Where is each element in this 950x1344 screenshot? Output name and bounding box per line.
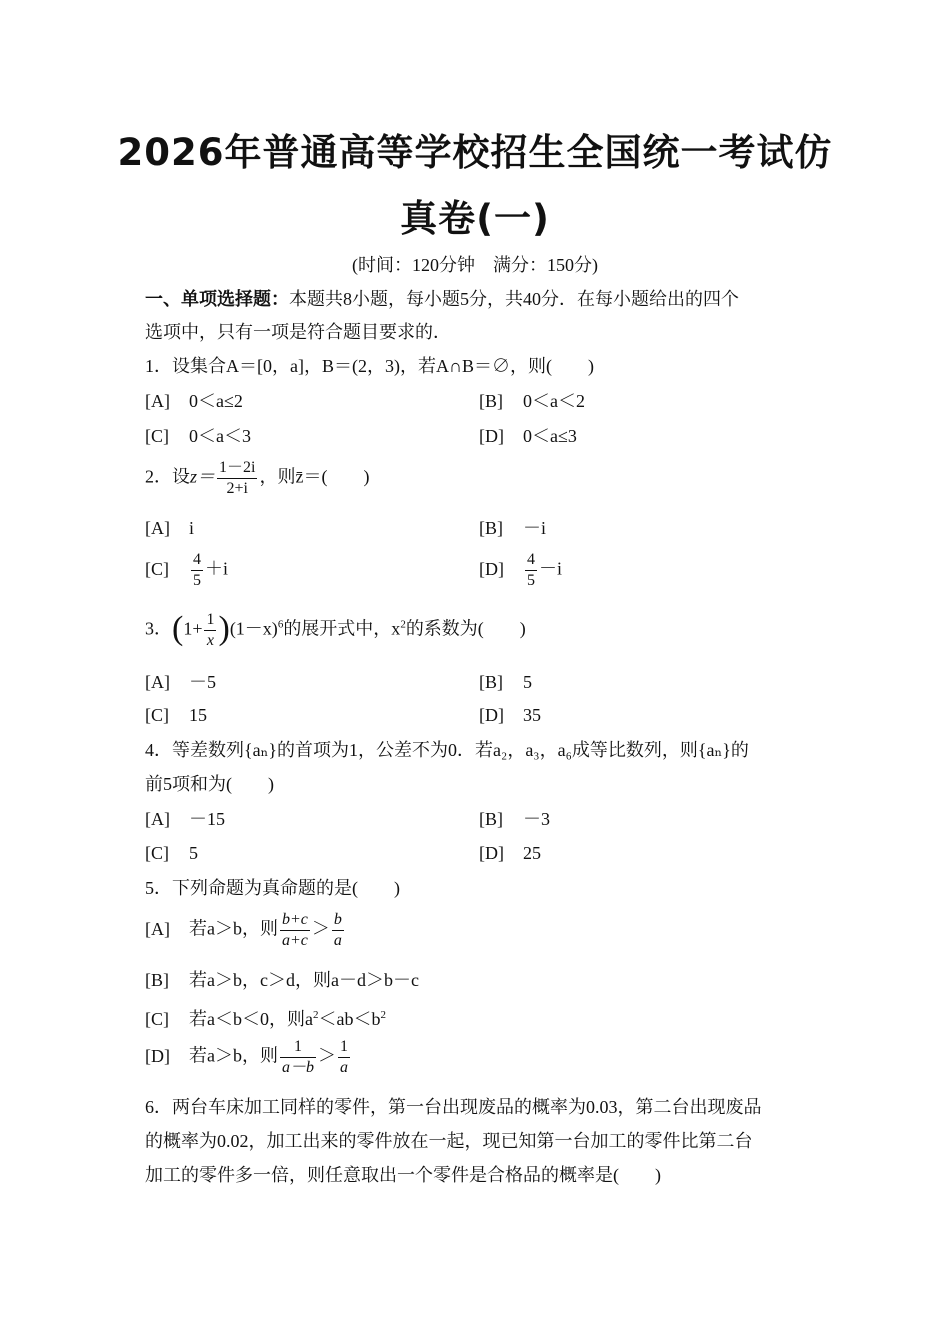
option-text: 25 <box>523 843 541 863</box>
page-title-line2: 真卷(一) <box>400 197 550 240</box>
q5-option-a[interactable] <box>145 910 346 951</box>
q4-option-c[interactable] <box>145 841 198 865</box>
fraction-numerator: b <box>332 910 344 931</box>
option-label: [C] <box>145 843 169 863</box>
q5-stem: 5．下列命题为真命题的是( ) <box>145 878 400 898</box>
q3-one: 1+ <box>183 618 203 639</box>
q1-stem: 1．设集合A＝[0，a]，B＝(2，3)，若A∩B＝∅，则( ) <box>145 356 594 376</box>
q2-pre: 2．设 <box>145 466 190 487</box>
q4-stem-line1: 4．等差数列{aₙ}的首项为1，公差不为0．若a₂，a₃，a₆成等比数列，则{aₙ}的 <box>145 740 749 760</box>
q3-post: 的系数为( ) <box>405 618 526 639</box>
option-label: [D] <box>145 1045 170 1066</box>
fraction-numerator: 1 <box>338 1037 350 1058</box>
q2-z: z＝ <box>190 466 216 487</box>
option-text: i <box>189 518 195 538</box>
option-label: [A] <box>145 918 170 939</box>
q3-exponent: 6 <box>277 618 284 631</box>
exam-time-score: (时间：120分钟 满分：150分) <box>352 255 598 275</box>
option-text-mid: ＜ab＜b <box>318 1009 381 1029</box>
option-label: [A] <box>145 672 170 692</box>
option-text: －i <box>539 558 563 579</box>
greater-than: ＞ <box>311 918 330 939</box>
q5-option-b[interactable] <box>145 968 419 992</box>
q2-denominator: 2+i <box>226 480 248 497</box>
q5-option-d[interactable] <box>145 1037 352 1078</box>
option-label: [D] <box>479 705 504 725</box>
option-fraction-2 <box>332 910 344 951</box>
option-text: 若a＞b，则 <box>189 1045 278 1066</box>
option-label: [C] <box>145 705 169 725</box>
option-text: 0＜a≤3 <box>523 426 577 446</box>
option-label: [D] <box>479 426 504 446</box>
q6-stem-line1: 6．两台车床加工同样的零件，第一台出现废品的概率为0.03，第二台出现废品 <box>145 1097 762 1117</box>
option-text: 35 <box>523 705 541 725</box>
q1-option-c[interactable] <box>145 424 251 448</box>
q1-option-a[interactable] <box>145 389 243 413</box>
fraction-denominator: a <box>333 932 342 949</box>
q3-option-b[interactable] <box>479 670 532 694</box>
option-text: －i <box>523 518 547 538</box>
exponent: 2 <box>312 1009 319 1021</box>
section-intro-line2: 选项中，只有一项是符合题目要求的． <box>145 322 451 342</box>
option-fraction <box>525 550 537 591</box>
option-text: 0＜a＜2 <box>523 391 585 411</box>
q3-stem <box>145 610 526 651</box>
option-label: [B] <box>479 809 503 829</box>
option-text: －15 <box>189 809 225 829</box>
fraction-denominator: a <box>340 1059 349 1076</box>
q2-post: ，则z̄＝( ) <box>259 466 370 487</box>
option-text: ＋i <box>205 558 229 579</box>
option-label: [B] <box>145 970 169 990</box>
fraction-numerator: 4 <box>191 550 203 571</box>
left-paren: ( <box>172 609 184 647</box>
greater-than: ＞ <box>318 1045 337 1066</box>
q3-pre: 3． <box>145 618 172 639</box>
fraction-denominator: a－b <box>282 1059 315 1076</box>
section-intro-a: 本题共8小题，每小题5分，共40分．在每小题给出的四个 <box>289 289 739 309</box>
q1-option-b[interactable] <box>479 389 585 413</box>
option-label: [B] <box>479 518 503 538</box>
q4-option-d[interactable] <box>479 841 541 865</box>
option-label: [B] <box>479 391 503 411</box>
q3-text: 的展开式中，x <box>283 618 401 639</box>
q2-fraction <box>217 458 257 499</box>
option-label: [D] <box>479 843 504 863</box>
fraction-numerator: 4 <box>525 550 537 571</box>
q1-option-d[interactable] <box>479 424 577 448</box>
q2-option-d[interactable] <box>479 550 562 591</box>
q3-binomial: (1－x) <box>229 618 278 639</box>
fraction-denominator: 5 <box>527 572 535 589</box>
section-heading: 一、单项选择题： <box>145 289 289 309</box>
q6-stem-line3: 加工的零件多一倍，则任意取出一个零件是合格品的概率是( ) <box>145 1165 661 1185</box>
q3-fraction <box>204 610 216 651</box>
option-text: 15 <box>189 705 207 725</box>
q3-numerator: 1 <box>204 610 216 631</box>
fraction-numerator: 1 <box>280 1037 316 1058</box>
option-fraction-2 <box>338 1037 350 1078</box>
option-label: [C] <box>145 558 169 579</box>
q4-option-b[interactable] <box>479 807 550 831</box>
option-text: 0＜a≤2 <box>189 391 243 411</box>
q3-exponent-2: 2 <box>400 618 406 631</box>
option-text: 0＜a＜3 <box>189 426 251 446</box>
option-text: 若a＞b，则 <box>189 918 278 939</box>
right-paren: ) <box>218 609 230 647</box>
option-text: －3 <box>523 809 550 829</box>
q6-stem-line2: 的概率为0.02，加工出来的零件放在一起，现已知第一台加工的零件比第二台 <box>145 1131 753 1151</box>
q2-option-b[interactable] <box>479 516 546 540</box>
q3-option-c[interactable] <box>145 703 207 727</box>
option-text: 5 <box>523 672 532 692</box>
option-label: [A] <box>145 391 170 411</box>
page-title-line1: 2026年普通高等学校招生全国统一考试仿 <box>117 131 833 174</box>
option-text: 若a＜b＜0，则a <box>189 1009 313 1029</box>
option-fraction <box>191 550 203 591</box>
q2-option-a[interactable] <box>145 516 194 540</box>
option-label: [C] <box>145 1009 169 1029</box>
q5-option-c[interactable] <box>145 1003 386 1031</box>
option-label: [A] <box>145 809 170 829</box>
fraction-denominator: a+c <box>282 932 308 949</box>
option-label: [D] <box>479 558 504 579</box>
fraction-numerator: b+c <box>280 910 310 931</box>
option-fraction-1 <box>280 910 310 951</box>
q4-option-a[interactable] <box>145 807 225 831</box>
option-label: [C] <box>145 426 169 446</box>
option-label: [A] <box>145 518 170 538</box>
option-fraction-1 <box>280 1037 316 1078</box>
fraction-denominator: 5 <box>193 572 201 589</box>
option-label: [B] <box>479 672 503 692</box>
q4-stem-line2: 前5项和为( ) <box>145 774 274 794</box>
q2-option-c[interactable] <box>145 550 228 591</box>
option-text: 若a＞b，c＞d，则a－d＞b－c <box>189 970 419 990</box>
option-text: 5 <box>189 843 198 863</box>
q3-denominator: x <box>206 632 215 649</box>
exponent: 2 <box>380 1009 386 1021</box>
q2-numerator: 1－2i <box>217 458 257 479</box>
option-text: －5 <box>189 672 216 692</box>
q3-option-d[interactable] <box>479 703 541 727</box>
q3-option-a[interactable] <box>145 670 216 694</box>
section-intro-line1 <box>145 287 739 311</box>
q2-stem <box>145 458 369 499</box>
